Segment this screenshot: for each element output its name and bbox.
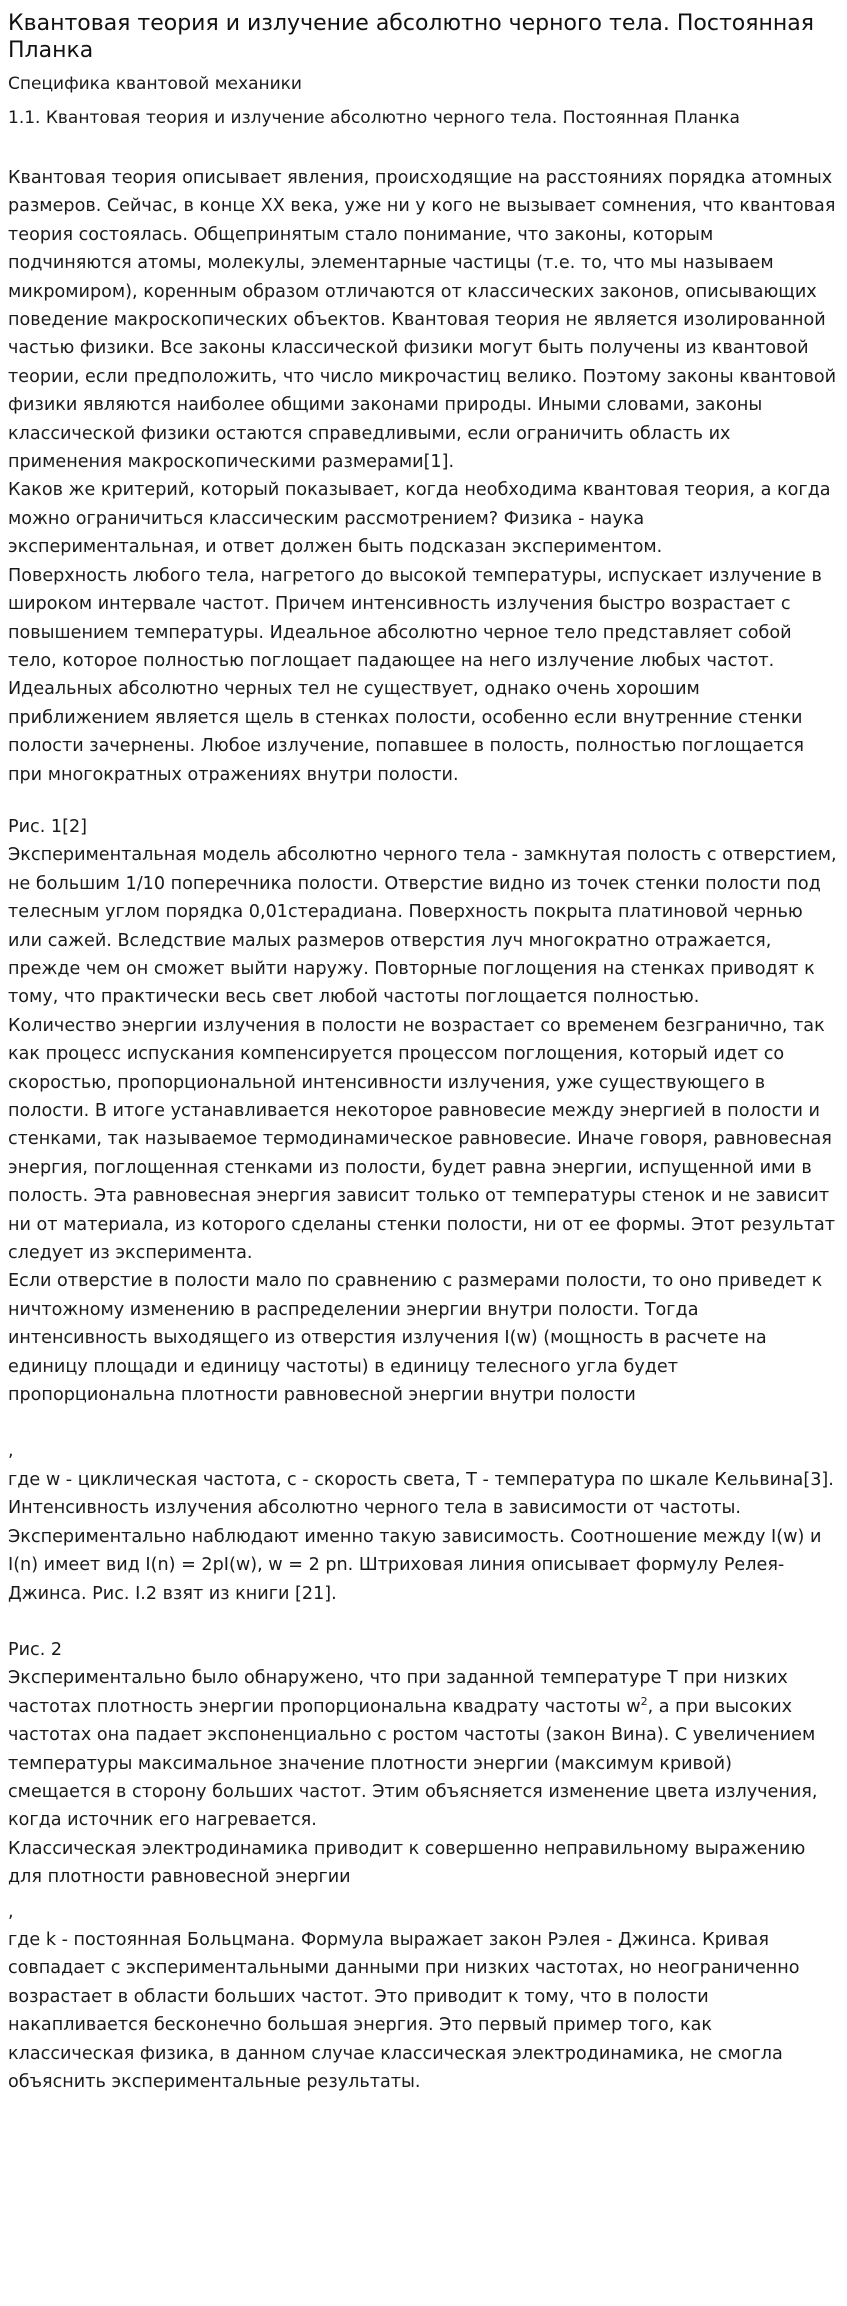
section-heading: 1.1. Квантовая теория и излучение абсолютно черного тела. Постоянная Планка [8,108,740,128]
paragraph-wien [8,1664,839,1834]
formula-comma-2: , [8,1901,14,1922]
paragraph-criterion: Каков же критерий, который показывает, когда необходима квантовая теория, а когда можно ограничиться классическим рассмотрением? Физика - наука экспериментальная, и ответ должен быть подсказан экспериментом. [8,480,831,558]
paragraph-intensity: Если отверстие в полости мало по сравнению с размерами полости, то оно приведет к ничтожному изменению в распределении энергии внутри полости. Тогда интенсивность выходящего из отверстия излучения I(w) (мощность в расчете на единицу площади и единицу частоты) в единицу телесного угла будет пропорциональна плотности равновесной энергии внутри полости [8,1271,823,1406]
paragraph-wien-part-2: , а при высоких частотах она падает экспоненциально с ростом частоты (закон Вина). С увеличением температуры максимальное значение плотности энергии (максимум кривой) смещается в сторону больших частот. Этим объясняется изменение цвета излучения, когда источник его нагревается. [8,1696,818,1831]
formula-comma-1: , [8,1441,14,1462]
paragraph-equilibrium: Количество энергии излучения в полости не возрастает со временем безгранично, так как процесс испускания компенсируется процессом поглощения, который идет со скоростью, пропорциональной интенсивности излучения, уже существующего в полости. В итоге устанавливается некоторое равновесие между энергией в полости и стенками, так называемое термодинамическое равновесие. Иначе говоря, равновесная энергия, поглощенная стенками из полости, будет равна энергии, испущенной ими в полость. Эта равновесная энергия зависит только от температуры стенок и не зависит ни от материала, из которого сделаны стенки полости, ни от ее формы. Этот результат следует из эксперимента. [8,1015,836,1264]
paragraph-classical: Классическая электродинамика приводит к совершенно неправильному выражению для плотности равновесной энергии [8,1838,806,1888]
paragraph-blackbody: Поверхность любого тела, нагретого до высокой температуры, испускает излучение в широком интервале частот. Причем интенсивность излучения быстро возрастает с повышением температуры. Идеальное абсолютно черное тело представляет собой тело, которое полностью поглощает падающее на него излучение любых частот. Идеальных абсолютно черных тел не существует, однако очень хорошим приближением является щель в стенках полости, особенно если внутренние стенки полости зачернены. Любое излучение, попавшее в полость, полностью поглощается при многократных отражениях внутри полости. [8,565,822,785]
paragraph-variables: где w - циклическая частота, c - скорость света, T - температура по шкале Кельвина[3]. [8,1469,834,1490]
paragraph-wien-part-1: Экспериментально было обнаружено, что при заданной температуре T при низких частотах плотность энергии пропорциональна квадрату частоты w [8,1668,788,1717]
superscript-2: 2 [640,1694,648,1708]
page-title: Квантовая теория и излучение абсолютно черного тела. Постоянная Планка [8,11,814,63]
paragraph-model: Экспериментальная модель абсолютно черного тела - замкнутая полость с отверстием, не большим 1/10 поперечника полости. Отверстие видно из точек стенки полости под телесным углом порядка 0,01стерадиана. Поверхность покрыта платиновой чернью или сажей. Вследствие малых размеров отверстия луч многократно отражается, прежде чем он сможет выйти наружу. Повторные поглощения на стенках приводят к тому, что практически весь свет любой частоты поглощается полностью. [8,845,837,1008]
figure-2-caption: Рис. 2 [8,1639,63,1660]
article-body [8,164,839,2096]
figure-1-caption: Рис. 1[2] [8,816,88,837]
paragraph-rayleigh-jeans: где k - постоянная Больцмана. Формула выражает закон Рэлея - Джинса. Кривая совпадает с экспериментальными данными при низких частотах, но неограниченно возрастает в области больших частот. Это приводит к тому, что в полости накапливается бесконечно большая энергия. Это первый пример того, как классическая физика, в данном случае классическая электродинамика, не смогла объяснить экспериментальные результаты. [8,1929,800,2092]
paragraph-dependence: Интенсивность излучения абсолютно черного тела в зависимости от частоты. Экспериментально наблюдают именно такую зависимость. Соотношение между I(w) и I(n) имеет вид I(n) = 2pI(w), w = 2 pn. Штриховая линия описывает формулу Релея-Джинса. Рис. I.2 взят из книги [21]. [8,1498,822,1604]
paragraph-intro: Квантовая теория описывает явления, происходящие на расстояниях порядка атомных размеров. Сейчас, в конце XX века, уже ни у кого не вызывает сомнения, что квантовая теория состоялась. Общепринятым стало понимание, что законы, которым подчиняются атомы, молекулы, элементарные частицы (т.е. то, что мы называем микромиром), коренным образом отличаются от классических законов, описывающих поведение макроскопических объектов. Квантовая теория не является изолированной частью физики. Все законы классической физики могут быть получены из квантовой теории, если предположить, что число микрочастиц велико. Поэтому законы квантовой физики являются наиболее общими законами природы. Иными словами, законы классической физики остаются справедливыми, если ограничить область их применения макроскопическими размерами[1]. [8,168,837,473]
subtitle: Специфика квантовой механики [8,74,302,94]
